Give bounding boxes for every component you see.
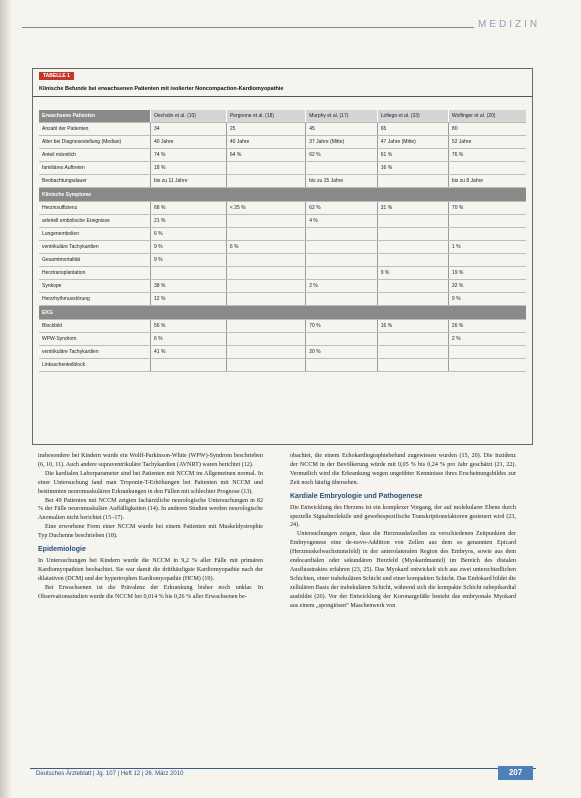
paragraph: Eine erworbene Form einer NCCM wurde bei einem Patienten mit Muskeldystrophie Typ Duchenne beschrieben (18). (38, 524, 263, 540)
paragraph: Untersuchungen zeigen, dass die Herzmuskelzellen zu verschiedenen Zeitpunkten der Embryogenese eine de-novo-Addition von Zellen aus dem so genannten Epicard (Herzmuskelwachstumsfeld) in der anterolateralen Region des Embryos, sowie aus dem endocardialen oder sekundären Herzfeld (Myokardmantel) im Bereich des distalen Ausflusstraktes erfahren (23, 25). Das Myokard entwickelt sich aus zwei unterschiedlichen Schichten, einer trabekulären Schicht und einer kompakten Schicht. Das Endokard bildet die zellulären Basis der trabekulären Schicht, während sich die kompakte Schicht subepikardial ausbildet (26). Vor der Entwicklung der Koronargefäße besteht das embryonale Myokard aus einem „spongiösen“ Maschenwerk von (290, 531, 516, 609)
table-cell: 74 % (151, 149, 227, 162)
table-cell (306, 162, 378, 175)
table-cell: 2 % (306, 280, 378, 293)
row-label: ventrikuläre Tachykardien (39, 346, 151, 359)
page-number: 207 (498, 766, 533, 780)
table-cell (377, 215, 448, 228)
paragraph: In Untersuchungen bei Kindern wurde die NCCM in 9,2 % aller Fälle mit primären Kardiomyopathien beobachtet. Sie war damit die dritthäufigste Kardiomyopathie nach der dilatativen (DCM) und der hypertrophen Kardiomyopathie (HCM) (19). (38, 558, 263, 582)
table-cell (151, 267, 227, 280)
table-cell: 70 % (448, 202, 526, 215)
table-cell (377, 346, 448, 359)
table-row (39, 267, 526, 280)
table-cell: 34 (151, 123, 227, 136)
table-cell (377, 175, 448, 188)
findings-grid (39, 110, 526, 372)
section-row-symptoms (39, 188, 526, 202)
table-cell: 40 Jahre (151, 136, 227, 149)
table-cell (377, 241, 448, 254)
table-row (39, 254, 526, 267)
paragraph: obachtet, die einem Echokardiographiebefund zugewiesen wurden (15, 20). Die Inzidenz der NCCM in der Bevölkerung würde mit 0,05 % bis 0,24 % pro Jahr geschätzt (21, 22). Vermutlich wird die Erkrankung wegen ungeübter Kenntnisse ihres Erscheinungsbildes zur Zeit noch häufig übersehen. (290, 453, 516, 486)
table-cell (226, 333, 305, 346)
column-header: Lofiego et al. (33) (377, 110, 448, 123)
table-row (39, 359, 526, 372)
row-label: Beobachtungsdauer (39, 175, 151, 188)
table-row (39, 320, 526, 333)
table-cell: 61 % (377, 149, 448, 162)
table-cell: 62 % (306, 202, 378, 215)
heading-embryology: Kardiale Embryologie und Pathogenese (290, 492, 423, 500)
table-cell (377, 228, 448, 241)
table-cell (448, 346, 526, 359)
table-cell: 26 % (448, 320, 526, 333)
table-cell (306, 359, 378, 372)
table-row (39, 228, 526, 241)
row-label: familiäres Auftreten (39, 162, 151, 175)
table-cell: 9 % (377, 267, 448, 280)
column-header: Pergnone et al. (18) (226, 110, 305, 123)
table-cell (377, 333, 448, 346)
row-label: Herzrhythmusstörung (39, 293, 151, 306)
table-cell (306, 241, 378, 254)
table-row (39, 215, 526, 228)
table-cell: 68 % (151, 202, 227, 215)
table-cell (377, 280, 448, 293)
table-cell: 76 % (448, 149, 526, 162)
table-cell (226, 320, 305, 333)
table-cell: 47 Jahre (Mitte) (377, 136, 448, 149)
section-title: Erwachsene Patienten (39, 110, 151, 123)
paragraph: Bei Erwachsenen ist die Prävalenz der Erkrankung bisher noch unklar. In Observationsstudien wurde die NCCM bei 0,014 % bis 0,26 % aller Erwachsenen be- (38, 584, 263, 600)
clinical-findings-table (32, 68, 533, 445)
table-row (39, 202, 526, 215)
table-cell: 6 % (226, 241, 305, 254)
table-cell: 64 % (226, 149, 305, 162)
table-cell: 70 % (306, 320, 378, 333)
table-cell: 20 % (306, 346, 378, 359)
table-cell (226, 228, 305, 241)
table-cell (448, 162, 526, 175)
row-label: arteriell embolische Ereignisse (39, 215, 151, 228)
table-cell: 65 (377, 123, 448, 136)
table-row (39, 175, 526, 188)
table-cell (226, 162, 305, 175)
binding-shadow (0, 0, 12, 798)
table-row (39, 293, 526, 306)
table-cell: 40 Jahre (226, 136, 305, 149)
table-cell (226, 175, 305, 188)
column-header: Wolfinger et al. (20) (448, 110, 526, 123)
paragraph: Die kardialen Laborparameter sind bei Patienten mit NCCM im Allgemeinen normal. In einer Untersuchung fand man Troponin-T-Erhöhungen bei Patienten mit NCCM und bestimmten neuromuskulären Erkrankungen in den Fällen mit schlechter Prognose (13). (38, 470, 263, 495)
table-cell (226, 280, 305, 293)
section-title: Klinische Symptome (39, 188, 526, 202)
row-label: Alter bei Diagnosestellung (Median) (39, 136, 151, 149)
column-header: Murphy et al. (17) (306, 110, 378, 123)
paragraph: insbesondere bei Kindern wurde ein Wolff-Parkinson-White (WPW)-Syndrom beschrieben (6, 10, 11). Auch andere supraventrikuläre Tachykardien (AVNRT) waren berichtet (12). (38, 453, 263, 468)
article-column-left (38, 452, 263, 602)
section-row-ekg (39, 306, 526, 320)
table-cell (377, 293, 448, 306)
article-column-right (290, 452, 516, 611)
row-label: Lungenembolien (39, 228, 151, 241)
table-cell: 21 % (151, 215, 227, 228)
table-cell: 80 (448, 123, 526, 136)
table-cell: bis zu 11 Jahre (151, 175, 227, 188)
table-cell (448, 254, 526, 267)
table-row (39, 333, 526, 346)
table-cell (448, 228, 526, 241)
table-cell: 18 % (151, 162, 227, 175)
paragraph: Bei 49 Patienten mit NCCM zeigten fachärztliche neurologische Untersuchungen in 82 % der Fälle neuromuskuläre Auffälligkeiten (14). In anderen Studien werden neurologische Anomalien nicht berichtet (15–17). (38, 497, 263, 522)
table-cell: 45 (306, 123, 378, 136)
table-cell: 9 % (151, 241, 227, 254)
table-cell (306, 254, 378, 267)
column-header: Oechslin et al. (10) (151, 110, 227, 123)
table-cell (226, 267, 305, 280)
row-label: Blockbild (39, 320, 151, 333)
row-label: Herzinsuffizienz (39, 202, 151, 215)
table-cell (226, 346, 305, 359)
table-cell: 19 % (448, 267, 526, 280)
table-cell (448, 359, 526, 372)
table-cell (226, 215, 305, 228)
footer-rule (30, 768, 536, 769)
row-label: ventrikuläre Tachykardien (39, 241, 151, 254)
table-cell (306, 267, 378, 280)
table-caption: Klinische Befunde bei erwachsenen Patienten mit isolierter Noncompaction-Kardiomyopathie (39, 86, 284, 92)
table-cell: 16 % (377, 162, 448, 175)
table-cell: 37 Jahre (Mitte) (306, 136, 378, 149)
row-label: Synkope (39, 280, 151, 293)
table-cell (306, 293, 378, 306)
table-cell (306, 228, 378, 241)
table-cell: 6 % (151, 228, 227, 241)
table-row (39, 136, 526, 149)
table-cell: < 25 % (226, 202, 305, 215)
header-rule (22, 27, 474, 28)
paragraph: Die Entwicklung des Herzens ist ein komplexer Vorgang, der auf molekularer Ebene durch spezielle Signalmoleküle und gewebespezifische Transkriptionsfaktoren gesteuert wird (23, 24). (290, 504, 516, 529)
table-cell (226, 293, 305, 306)
table-cell: 9 % (448, 293, 526, 306)
table-cell (226, 359, 305, 372)
table-row (39, 346, 526, 359)
table-cell: 32 % (448, 280, 526, 293)
table-row (39, 241, 526, 254)
row-label: Anzahl der Patienten (39, 123, 151, 136)
table-cell: bis zu 8 Jahre (448, 175, 526, 188)
table-cell (226, 254, 305, 267)
section-tag: MEDIZIN (478, 19, 541, 30)
table-cell: bis zu 15 Jahre (306, 175, 378, 188)
row-label: Linksschenkelblock (39, 359, 151, 372)
table-cell: 41 % (151, 346, 227, 359)
column-header-row (39, 110, 526, 123)
table-cell: 1 % (448, 241, 526, 254)
table-cell: 52 Jahre (448, 136, 526, 149)
table-row (39, 162, 526, 175)
row-label: Gesamtmortalität (39, 254, 151, 267)
heading-epidemiology: Epidemiologie (38, 546, 86, 554)
table-cell: 9 % (151, 254, 227, 267)
table-cell: 4 % (306, 215, 378, 228)
table-cell: 31 % (377, 202, 448, 215)
table-cell: 6 % (151, 333, 227, 346)
table-cell: 2 % (448, 333, 526, 346)
row-label: Anteil männlich (39, 149, 151, 162)
table-cell: 62 % (306, 149, 378, 162)
row-label: Herztransplantation (39, 267, 151, 280)
table-cell (377, 359, 448, 372)
table-cell (448, 215, 526, 228)
table-cell (306, 333, 378, 346)
table-cell: 12 % (151, 293, 227, 306)
row-label: WPW-Syndrom (39, 333, 151, 346)
caption-rule (33, 96, 532, 97)
table-cell (377, 254, 448, 267)
table-cell (151, 359, 227, 372)
table-label: TABELLE 1 (39, 72, 74, 80)
footer-citation: Deutsches Ärzteblatt | Jg. 107 | Heft 12 | 26. März 2010 (36, 771, 184, 777)
table-cell: 16 % (377, 320, 448, 333)
section-title: EKG (39, 306, 526, 320)
table-cell: 25 (226, 123, 305, 136)
table-cell: 38 % (151, 280, 227, 293)
table-row (39, 149, 526, 162)
table-cell: 56 % (151, 320, 227, 333)
table-row (39, 123, 526, 136)
table-row (39, 280, 526, 293)
